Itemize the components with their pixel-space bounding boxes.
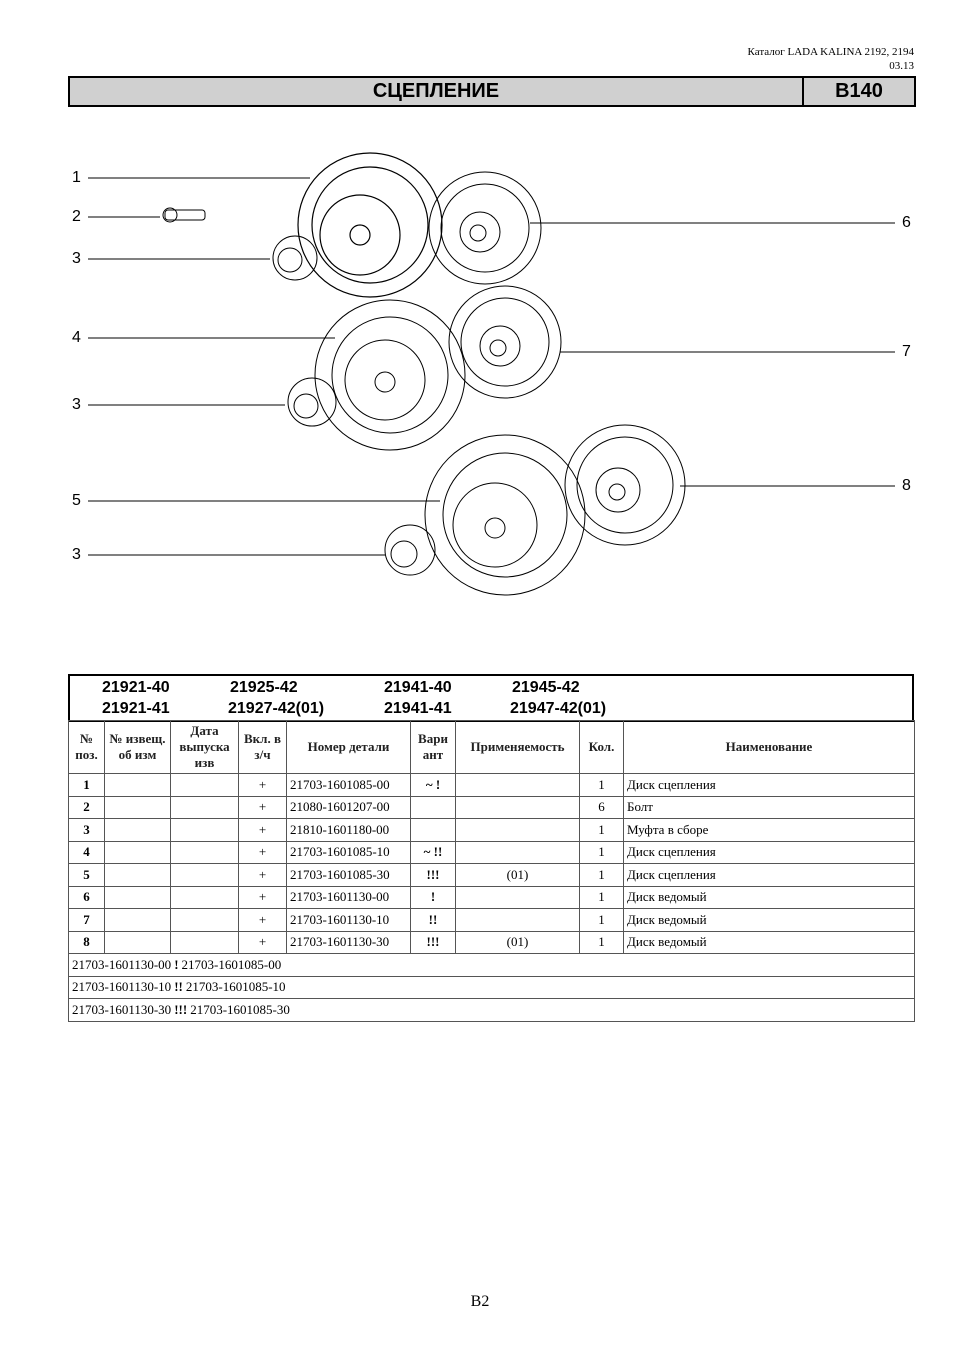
cell-appl — [456, 909, 580, 932]
cell-empty — [171, 796, 239, 819]
bolt-2 — [163, 208, 205, 222]
cell-variant: !!! — [411, 864, 456, 887]
cell-pos: 6 — [69, 886, 105, 909]
callout-3: 3 — [72, 396, 81, 413]
cell-qty: 1 — [580, 886, 624, 909]
cell-qty: 1 — [580, 864, 624, 887]
pressure-plate-5 — [425, 435, 585, 595]
cell-empty — [171, 819, 239, 842]
table-row — [69, 774, 915, 797]
callout-4: 4 — [72, 329, 81, 346]
col-part: Номер детали — [287, 721, 411, 774]
col-date: Дата выпуска изв — [171, 721, 239, 774]
cell-part: 21810-1601180-00 — [287, 819, 411, 842]
model: 21921-41 — [102, 700, 170, 717]
cell-variant: ~ ! — [411, 774, 456, 797]
callout-8: 8 — [902, 477, 911, 494]
note-cell — [69, 976, 915, 999]
cell-pos: 5 — [69, 864, 105, 887]
cell-name: Диск сцепления — [624, 774, 915, 797]
cell-empty — [171, 886, 239, 909]
cell-part: 21703-1601085-00 — [287, 774, 411, 797]
col-pos: № поз. — [69, 721, 105, 774]
callout-3: 3 — [72, 250, 81, 267]
model: 21941-40 — [384, 679, 452, 696]
section-title-bar — [68, 76, 916, 107]
note-cell — [69, 999, 915, 1022]
pressure-plate-1 — [298, 153, 442, 297]
model: 21927-42(01) — [228, 700, 325, 717]
cell-qty: 1 — [580, 909, 624, 932]
cell-variant — [411, 819, 456, 842]
callout-7: 7 — [902, 343, 911, 360]
cell-empty — [105, 819, 171, 842]
cell-incl: + — [239, 931, 287, 954]
cell-qty: 1 — [580, 841, 624, 864]
cell-appl: (01) — [456, 864, 580, 887]
cell-incl: + — [239, 841, 287, 864]
note-b: 21703-1601085-30 — [190, 1001, 290, 1017]
pressure-plate-4 — [315, 300, 465, 450]
cell-part: 21703-1601130-00 — [287, 886, 411, 909]
model: 21925-42 — [230, 679, 298, 696]
callout-6: 6 — [902, 214, 911, 231]
release-bearing-3c — [385, 525, 435, 575]
cell-part: 21703-1601085-30 — [287, 864, 411, 887]
section-code: B140 — [835, 80, 883, 102]
table-row — [69, 931, 915, 954]
note-a: 21703-1601130-30 — [72, 1001, 172, 1017]
cell-empty — [105, 931, 171, 954]
callout-5: 5 — [72, 492, 81, 509]
table-row — [69, 819, 915, 842]
cell-part: 21080-1601207-00 — [287, 796, 411, 819]
cell-appl — [456, 841, 580, 864]
note-m: !! — [174, 979, 183, 995]
cell-appl: (01) — [456, 931, 580, 954]
cell-incl: + — [239, 796, 287, 819]
col-qty: Кол. — [580, 721, 624, 774]
cell-empty — [171, 774, 239, 797]
model-list — [68, 674, 914, 722]
note-a: 21703-1601130-10 — [72, 979, 172, 995]
cell-empty — [105, 886, 171, 909]
note-m: !!! — [174, 1001, 188, 1017]
note-row — [69, 976, 915, 999]
cell-empty — [105, 864, 171, 887]
cell-empty — [171, 841, 239, 864]
release-bearing-3a — [273, 236, 317, 280]
note-m: ! — [174, 956, 179, 972]
table-header — [69, 721, 915, 774]
page-number: B2 — [470, 1293, 490, 1310]
cell-name: Диск ведомый — [624, 886, 915, 909]
cell-appl — [456, 886, 580, 909]
cell-variant: ! — [411, 886, 456, 909]
cell-part: 21703-1601130-10 — [287, 909, 411, 932]
parts-table — [68, 720, 915, 1022]
cell-pos: 3 — [69, 819, 105, 842]
cell-qty: 6 — [580, 796, 624, 819]
table-row — [69, 886, 915, 909]
note-b: 21703-1601085-00 — [181, 956, 282, 972]
table-row — [69, 841, 915, 864]
catalog-date: 03.13 — [889, 60, 914, 72]
cell-qty: 1 — [580, 774, 624, 797]
cell-incl: + — [239, 864, 287, 887]
cell-part: 21703-1601085-10 — [287, 841, 411, 864]
cell-incl: + — [239, 886, 287, 909]
cell-pos: 2 — [69, 796, 105, 819]
note-row — [69, 999, 915, 1022]
model: 21921-40 — [102, 679, 170, 696]
callout-lines — [88, 178, 895, 555]
cell-name: Болт — [624, 796, 915, 819]
cell-name: Диск сцепления — [624, 841, 915, 864]
driven-disc-7 — [449, 286, 561, 398]
cell-incl: + — [239, 774, 287, 797]
note-row — [69, 954, 915, 977]
section-title: СЦЕПЛЕНИЕ — [70, 78, 804, 105]
table-row — [69, 796, 915, 819]
callout-1: 1 — [72, 169, 81, 186]
cell-empty — [105, 796, 171, 819]
cell-name: Диск сцепления — [624, 864, 915, 887]
cell-appl — [456, 796, 580, 819]
cell-variant: !! — [411, 909, 456, 932]
cell-name: Муфта в сборе — [624, 819, 915, 842]
model: 21945-42 — [512, 679, 580, 696]
cell-qty: 1 — [580, 931, 624, 954]
cell-appl — [456, 819, 580, 842]
note-b: 21703-1601085-10 — [185, 979, 286, 995]
cell-empty — [171, 864, 239, 887]
cell-empty — [105, 909, 171, 932]
cell-empty — [171, 909, 239, 932]
table-row — [69, 864, 915, 887]
col-variant: Вари ант — [411, 721, 456, 774]
cell-pos: 7 — [69, 909, 105, 932]
cell-empty — [105, 841, 171, 864]
cell-variant — [411, 796, 456, 819]
driven-disc-8 — [565, 425, 685, 545]
cell-name: Диск ведомый — [624, 931, 915, 954]
cell-name: Диск ведомый — [624, 909, 915, 932]
cell-appl — [456, 774, 580, 797]
cell-pos: 8 — [69, 931, 105, 954]
model: 21947-42(01) — [510, 700, 607, 717]
cell-qty: 1 — [580, 819, 624, 842]
model: 21941-41 — [384, 700, 452, 717]
table-row — [69, 909, 915, 932]
note-a: 21703-1601130-00 — [72, 956, 172, 972]
cell-incl: + — [239, 819, 287, 842]
col-notice: № извещ. об изм — [105, 721, 171, 774]
cell-empty — [105, 774, 171, 797]
col-name: Наименование — [624, 721, 915, 774]
cell-pos: 4 — [69, 841, 105, 864]
cell-variant: ~ !! — [411, 841, 456, 864]
callout-2: 2 — [72, 208, 81, 225]
note-cell — [69, 954, 915, 977]
release-bearing-3b — [288, 378, 336, 426]
cell-empty — [171, 931, 239, 954]
driven-disc-6 — [429, 172, 541, 284]
cell-variant: !!! — [411, 931, 456, 954]
clutch-exploded-illustration — [0, 110, 960, 660]
cell-pos: 1 — [69, 774, 105, 797]
col-incl: Вкл. в з/ч — [239, 721, 287, 774]
cell-part: 21703-1601130-30 — [287, 931, 411, 954]
callout-3: 3 — [72, 546, 81, 563]
cell-incl: + — [239, 909, 287, 932]
col-appl: Применяемость — [456, 721, 580, 774]
catalog-name: Каталог LADA KALINA 2192, 2194 — [747, 46, 914, 58]
